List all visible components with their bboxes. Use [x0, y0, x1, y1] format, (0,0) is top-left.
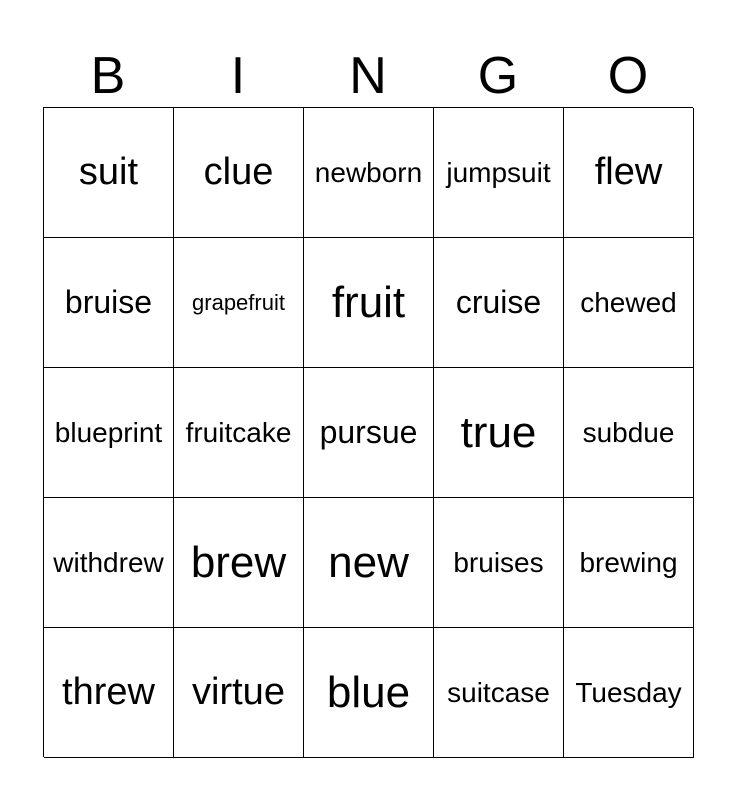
bingo-cell[interactable]: grapefruit — [174, 238, 304, 368]
bingo-cell[interactable]: Tuesday — [564, 628, 694, 758]
bingo-cell[interactable]: brewing — [564, 498, 694, 628]
bingo-cell[interactable]: suitcase — [434, 628, 564, 758]
bingo-header — [43, 44, 693, 108]
bingo-cell[interactable]: virtue — [174, 628, 304, 758]
bingo-cell[interactable]: clue — [174, 108, 304, 238]
bingo-cell[interactable]: new — [304, 498, 434, 628]
header-letter-g: G — [477, 47, 519, 105]
header-letter-n: N — [349, 47, 387, 105]
bingo-cell[interactable]: cruise — [434, 238, 564, 368]
bingo-cell[interactable]: withdrew — [44, 498, 174, 628]
bingo-cell[interactable]: subdue — [564, 368, 694, 498]
header-letter-b: B — [90, 47, 126, 105]
bingo-cell[interactable]: bruise — [44, 238, 174, 368]
bingo-cell[interactable]: chewed — [564, 238, 694, 368]
bingo-cell[interactable]: brew — [174, 498, 304, 628]
bingo-cell[interactable]: fruit — [304, 238, 434, 368]
bingo-cell[interactable]: newborn — [304, 108, 434, 238]
bingo-cell[interactable]: threw — [44, 628, 174, 758]
bingo-cell[interactable]: fruitcake — [174, 368, 304, 498]
bingo-cell[interactable]: jumpsuit — [434, 108, 564, 238]
bingo-cell[interactable]: pursue — [304, 368, 434, 498]
bingo-cell[interactable]: true — [434, 368, 564, 498]
bingo-cell[interactable]: bruises — [434, 498, 564, 628]
header-letter-i: I — [230, 47, 246, 105]
bingo-cell[interactable]: blueprint — [44, 368, 174, 498]
bingo-cell[interactable]: flew — [564, 108, 694, 238]
header-letter-o: O — [607, 47, 649, 105]
bingo-cell[interactable]: suit — [44, 108, 174, 238]
bingo-cell[interactable]: blue — [304, 628, 434, 758]
bingo-board — [43, 107, 693, 757]
